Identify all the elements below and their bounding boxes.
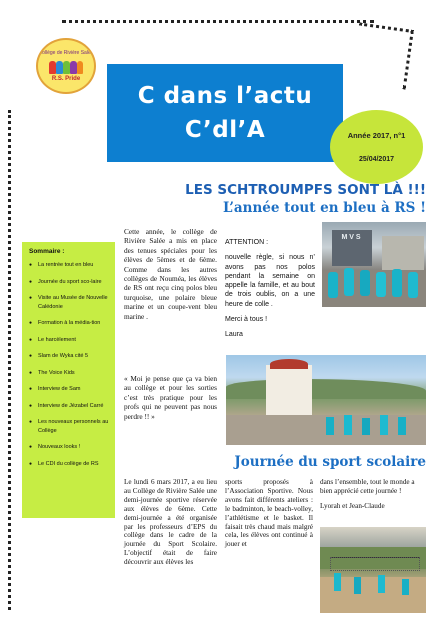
photo-schoolyard: [226, 355, 426, 445]
sport-text-col1: Le lundi 6 mars 2017, a eu lieu au Collège de Rivière Salée une demi-journée sportive réservée aux élèves de 6ème. Cette demi-journée a été organisée par les professeurs d’EPS du collège dans le cadre de la journée du Sport Scolaire. L’objectif était de faire découvrir aux élèves les: [124, 478, 217, 567]
toc-item[interactable]: ● The Voice Kids: [29, 369, 75, 376]
masthead: [107, 64, 343, 162]
bullet-icon: ●: [29, 320, 33, 326]
toc-item[interactable]: ● Formation à la média-tion: [29, 320, 101, 326]
article-sidebar: [225, 238, 315, 346]
bullet-icon: ●: [29, 262, 33, 268]
issue-number: Année 2017, n°1: [347, 131, 406, 140]
section-title-sport: Journée du sport scolaire: [234, 454, 426, 470]
masthead-title: C dans l’actu: [137, 83, 313, 109]
subheadline: L’année tout en bleu à RS !: [222, 200, 426, 216]
photo-students-entrance: [322, 222, 426, 307]
toc-item[interactable]: ● Le CDI du collège de RS: [29, 460, 99, 467]
bullet-icon: ●: [29, 295, 33, 301]
school-logo: [36, 38, 96, 94]
issue-badge: [330, 110, 423, 184]
dotted-border-corner: [351, 22, 414, 89]
toc-item[interactable]: ● Interview de Sam: [29, 386, 81, 392]
issue-date: 25/04/2017: [358, 156, 395, 163]
logo-figures: [49, 58, 83, 74]
toc-item[interactable]: ● Visite au Musée de Nouvelle Calédonie: [29, 295, 108, 310]
dotted-border-left: [8, 110, 11, 610]
logo-label: R.S. Pride: [51, 76, 81, 82]
bullet-icon: ●: [29, 444, 33, 450]
bullet-icon: ●: [29, 369, 33, 376]
attention-title: ATTENTION :: [225, 239, 269, 246]
sport-signature: Lyorah et Jean-Claude: [320, 501, 385, 510]
bullet-icon: ●: [29, 460, 33, 467]
article-signature: Laura: [225, 331, 243, 339]
bullet-icon: ●: [29, 402, 33, 409]
article-intro: Cette année, le collège de Rivière Salée a mis en place des tenues spéciales pour les élèves de 5èmes et de 6ème. Comme dans les autres collèges de Nouméa, les élèves de RS ont reçu cinq polos bleu turquoise, une polaire bleue marine et un coupe-vent bleu marine .: [124, 227, 217, 321]
dotted-border-top: [62, 20, 374, 23]
toc-item[interactable]: ● Nouveaux looks !: [29, 444, 81, 450]
toc-list: [29, 261, 111, 468]
attention-text: nouvelle règle, si nous n’ avons pas nos polos pendant la semaine on appelle la famille, et au bout de trois oublis, on a une heure de colle .: [225, 254, 315, 308]
table-of-contents: [22, 242, 115, 518]
toc-item[interactable]: ● Les nouveaux personnels au Collège: [29, 419, 109, 434]
toc-title: Sommaire :: [29, 248, 65, 255]
toc-item[interactable]: ● Journée du sport sco-laire: [29, 278, 102, 285]
bullet-icon: ●: [29, 278, 33, 285]
logo-ring-text: Collège de Rivière Salée: [38, 50, 94, 56]
headline: LES SCHTROUMPFS SONT LÀ !!!: [185, 182, 426, 198]
toc-item[interactable]: ● La rentrée tout en bleu: [29, 262, 94, 268]
masthead-subtitle: C’dl’A: [184, 117, 266, 143]
thanks-text: Merci à tous !: [225, 316, 268, 324]
sport-text-col3: [320, 478, 426, 517]
bullet-icon: ●: [29, 419, 33, 425]
bullet-icon: ●: [29, 353, 33, 359]
bullet-icon: ●: [29, 386, 33, 392]
bullet-icon: ●: [29, 336, 33, 343]
photo-sign: M V S: [341, 234, 361, 241]
sport-text-col2: sports proposés à l’Association Sportive. Nous avons fait différents ateliers : le badminton, le beach-volley, l’athlétisme et le basket. Il faisait très chaud mais malgré cela, les élèves ont continué à jouer et: [225, 478, 313, 549]
toc-item[interactable]: ● Interview de Jézabel Carré: [29, 402, 104, 409]
article-quote: « Moi je pense que ça va bien au collège et pour les sorties c’est très pratique pour les profs qui ne peuvent pas nous perdre !! »: [124, 374, 217, 421]
toc-item[interactable]: ● Le harcèlement: [29, 336, 76, 343]
toc-item[interactable]: ● Slam de Wyka cité 5: [29, 353, 89, 359]
sport-conclusion: dans l’ensemble, tout le monde a bien apprécié cette journée !: [320, 478, 415, 495]
photo-beach-volley: [320, 527, 426, 613]
